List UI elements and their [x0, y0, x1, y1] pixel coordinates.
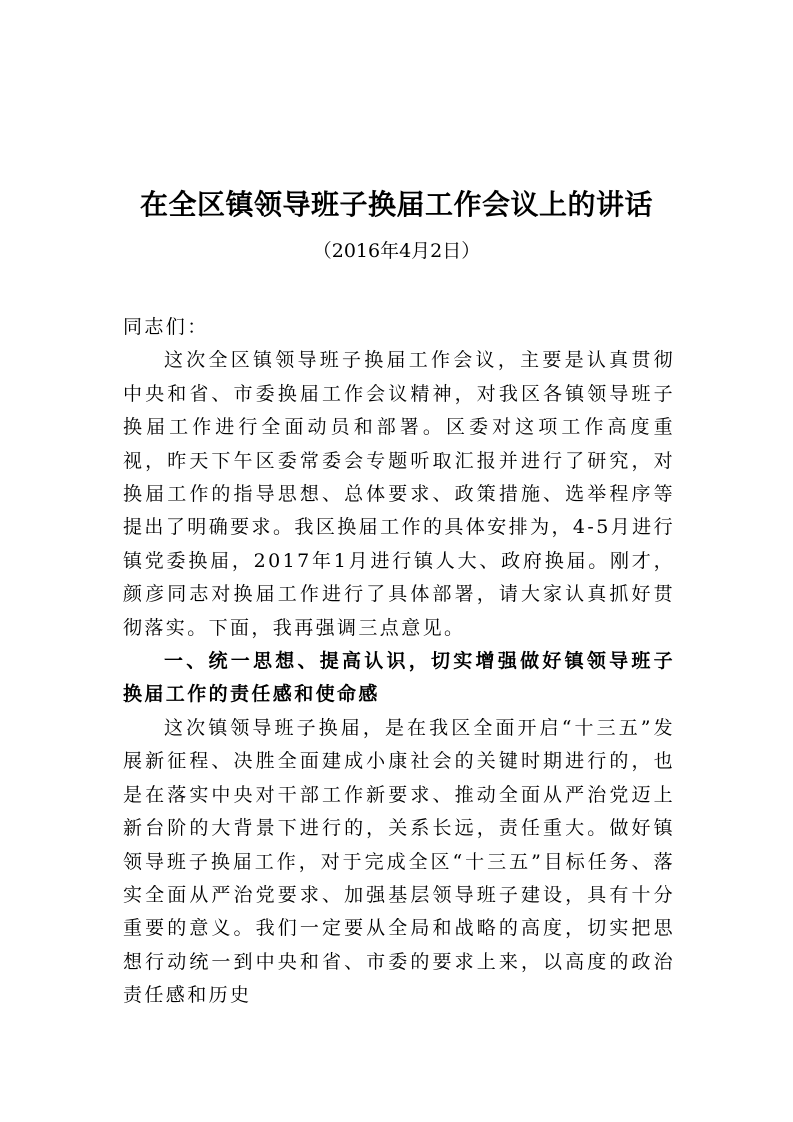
paragraph-section-1: 这次镇领导班子换届，是在我区全面开启“十三五”发展新征程、决胜全面建成小康社会的关键时期进行的，也是在落实中央对干部工作新要求、推动全面从严治党迈上新台阶的大背景下进行的，关系长远，责任重大。做好镇领导班子换届工作，对于完成全区“十三五”目标任务、落实全面从严治党要求、加强基层领导班子建设，具有十分重要的意义。我们一定要从全局和战略的高度，切实把思想行动统一到中央和省、市委的要求上来，以高度的政治责任感和历史 [123, 716, 675, 1007]
document-title: 在全区镇领导班子换届工作会议上的讲话 [139, 188, 653, 221]
salutation: 同志们： [123, 316, 209, 338]
paragraph-intro: 这次全区镇领导班子换届工作会议，主要是认真贯彻中央和省、市委换届工作会议精神，对我区各镇领导班子换届工作进行全面动员和部署。区委对这项工作高度重视，昨天下午区委常委会专题听取汇报并进行了研究，对换届工作的指导思想、总体要求、政策措施、选举程序等提出了明确要求。我区换届工作的具体安排为，4-5月进行镇党委换届，2017年1月进行镇人大、政府换届。刚才，颜彦同志对换届工作进行了具体部署，请大家认真抓好贯彻落实。下面，我再强调三点意见。 [123, 349, 675, 639]
document-body [123, 311, 675, 1013]
section-heading-1: 一、统一思想、提高认识，切实增强做好镇领导班子换届工作的责任感和使命感 [123, 650, 675, 706]
speech-date: （2016年4月2日） [312, 240, 481, 262]
